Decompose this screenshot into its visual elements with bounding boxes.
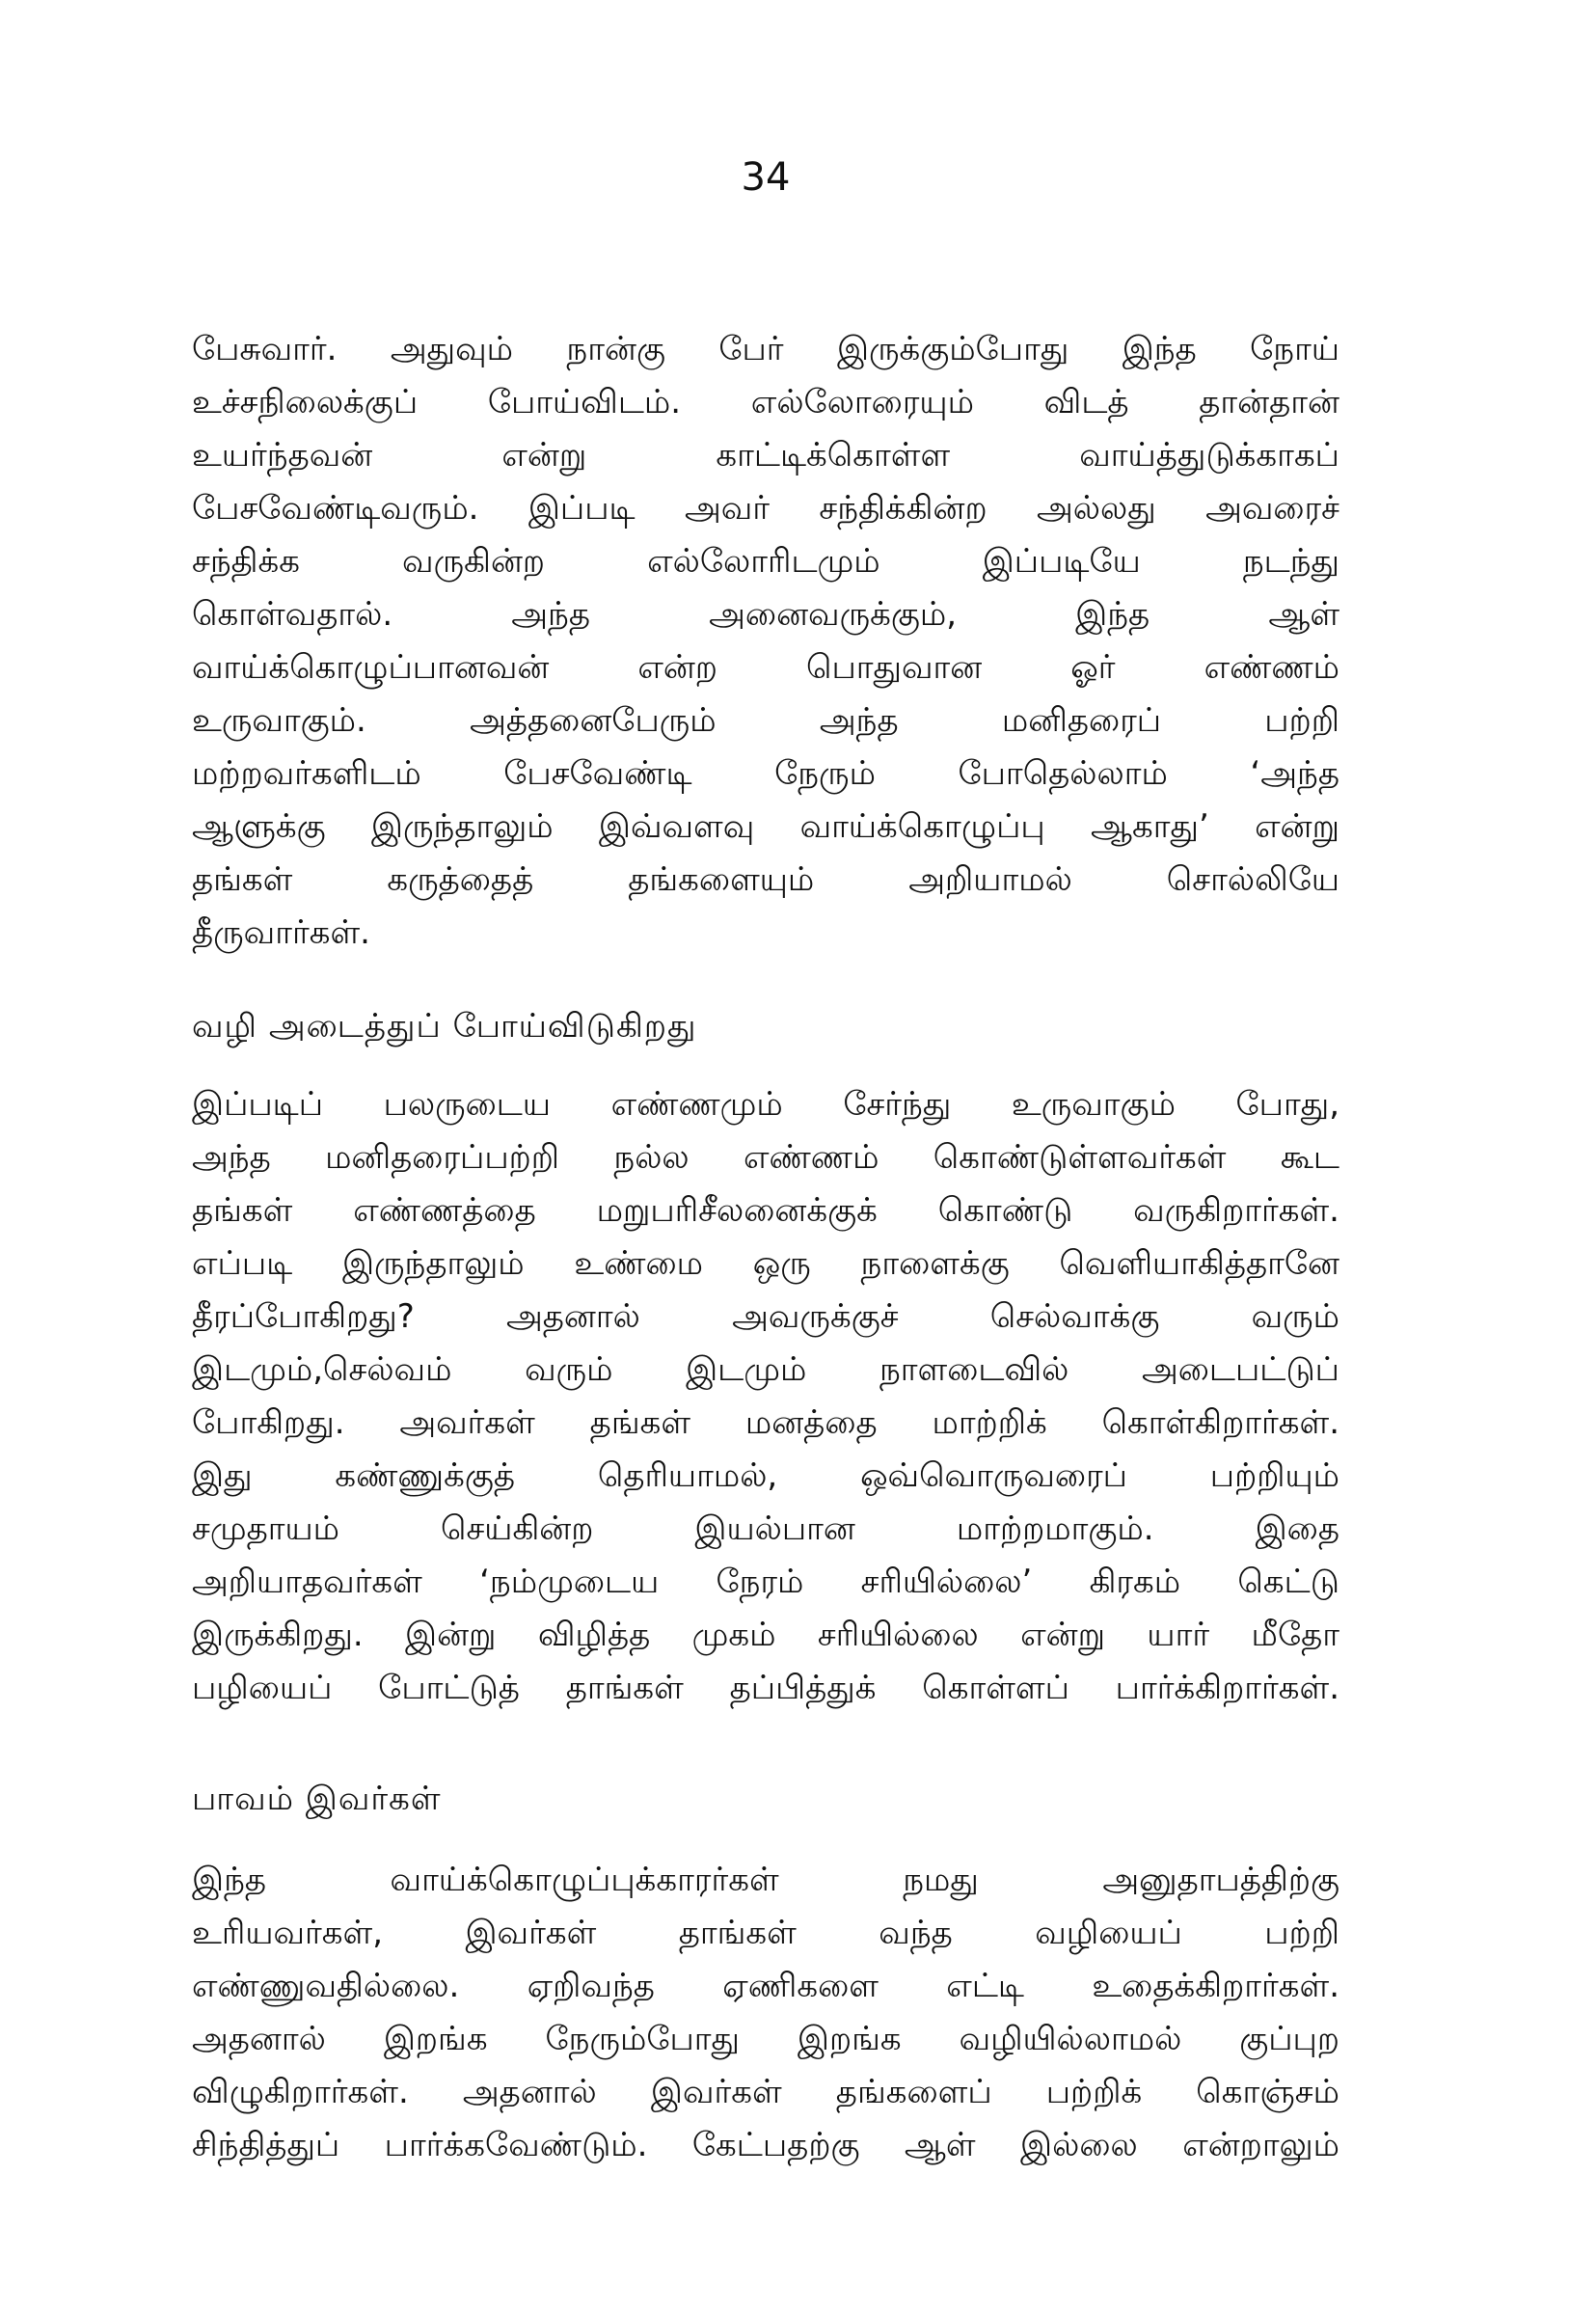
text-line: தங்கள் கருத்தைத் தங்களையும் அறியாமல் சொல்லியே: [192, 860, 1339, 899]
text-line: மற்றவர்களிடம் பேசவேண்டி நேரும் போதெல்லாம் ‘அந்த: [192, 754, 1339, 793]
text-line: சந்திக்க வருகின்ற எல்லோரிடமும் இப்படியே நடந்து: [192, 542, 1339, 581]
text-line: போகிறது. அவர்கள் தங்கள் மனத்தை மாற்றிக் கொள்கிறார்கள்.: [192, 1403, 1339, 1442]
text-line: உச்சநிலைக்குப் போய்விடம். எல்லோரையும் விடத் தான்தான்: [192, 383, 1339, 421]
text-line: அறியாதவர்கள் ‘நம்முடைய நேரம் சரியில்லை’ கிரகம் கெட்டு: [192, 1563, 1339, 1601]
text-line: இடமும்,செல்வம் வரும் இடமும் நாளடைவில் அடைபட்டுப்: [192, 1350, 1339, 1389]
text-line: தீரப்போகிறது? அதனால் அவருக்குச் செல்வாக்கு வரும்: [192, 1297, 1339, 1336]
text-line: உருவாகும். அத்தனைபேரும் அந்த மனிதரைப் பற்றி: [192, 701, 1339, 740]
text-line: இந்த வாய்க்கொழுப்புக்காரர்கள் நமது அனுதாபத்திற்கு: [192, 1861, 1339, 1899]
text-line: தங்கள் எண்ணத்தை மறுபரிசீலனைக்குக் கொண்டு வருகிறார்கள்.: [192, 1191, 1339, 1230]
paragraph: [192, 1854, 1339, 2172]
text-line: பேசுவார். அதுவும் நான்கு பேர் இருக்கும்போது இந்த நோய்: [192, 330, 1339, 368]
text-line: எப்படி இருந்தாலும் உண்மை ஒரு நாளைக்கு வெளியாகித்தானே: [192, 1244, 1339, 1283]
text-line: பேசவேண்டிவரும். இப்படி அவர் சந்திக்கின்ற அல்லது அவரைச்: [192, 489, 1339, 528]
text-line: உயர்ந்தவன் என்று காட்டிக்கொள்ள வாய்த்துடுக்காகப்: [192, 436, 1339, 475]
text-line: சமுதாயம் செய்கின்ற இயல்பான மாற்றமாகும். இதை: [192, 1509, 1339, 1548]
text-line: தீருவார்கள்.: [192, 913, 370, 952]
text-line: எண்ணுவதில்லை. ஏறிவந்த ஏணிகளை எட்டி உதைக்கிறார்கள்.: [192, 1967, 1339, 2005]
text-line: ஆளுக்கு இருந்தாலும் இவ்வளவு வாய்க்கொழுப்பு ஆகாது’ என்று: [192, 807, 1339, 846]
page-body: [192, 323, 1339, 2172]
paragraph: [192, 323, 1339, 960]
text-line: கொள்வதால். அந்த அனைவருக்கும், இந்த ஆள்: [192, 595, 1339, 634]
text-line: இருக்கிறது. இன்று விழித்த முகம் சரியில்லை என்று யார் மீதோ: [192, 1616, 1339, 1654]
paragraph: [192, 1078, 1339, 1715]
section-heading: பாவம் இவர்கள்: [192, 1780, 442, 1818]
text-line: இப்படிப் பலருடைய எண்ணமும் சேர்ந்து உருவாகும் போது,: [192, 1085, 1339, 1124]
text-line: அதனால் இறங்க நேரும்போது இறங்க வழியில்லாமல் குப்புற: [192, 2020, 1339, 2058]
page-number: 34: [741, 155, 791, 200]
text-line: சிந்தித்துப் பார்க்கவேண்டும். கேட்பதற்கு ஆள் இல்லை என்றாலும்: [192, 2126, 1339, 2164]
text-line: உரியவர்கள், இவர்கள் தாங்கள் வந்த வழியைப் பற்றி: [192, 1914, 1339, 1952]
text-line: வாய்க்கொழுப்பானவன் என்ற பொதுவான ஓர் எண்ணம்: [192, 648, 1339, 687]
text-line: விழுகிறார்கள். அதனால் இவர்கள் தங்களைப் பற்றிக் கொஞ்சம்: [192, 2073, 1339, 2111]
text-line: பழியைப் போட்டுத் தாங்கள் தப்பித்துக் கொள்ளப் பார்க்கிறார்கள்.: [192, 1669, 1339, 1707]
text-line: இது கண்ணுக்குத் தெரியாமல், ஒவ்வொருவரைப் பற்றியும்: [192, 1456, 1339, 1495]
section-heading: வழி அடைத்துப் போய்விடுகிறது: [192, 1007, 697, 1046]
text-line: அந்த மனிதரைப்பற்றி நல்ல எண்ணம் கொண்டுள்ளவர்கள் கூட: [192, 1138, 1339, 1177]
